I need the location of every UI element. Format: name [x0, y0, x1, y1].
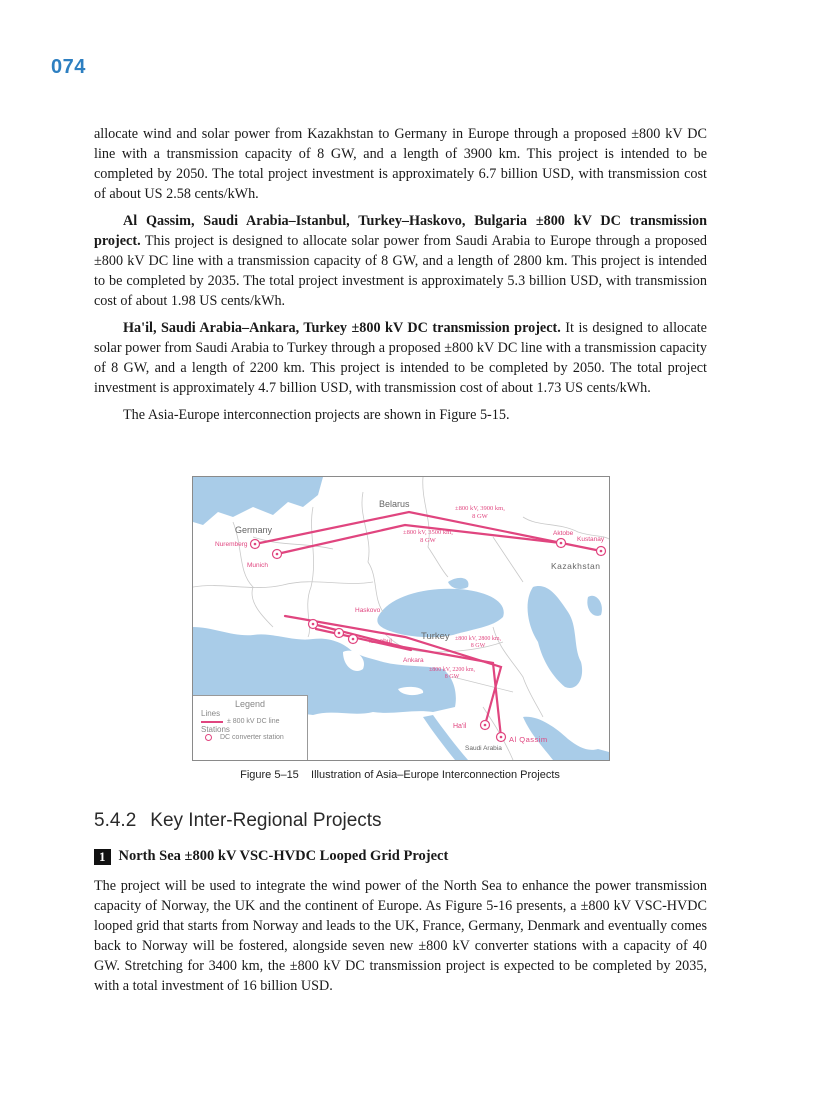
legend-line-item: [201, 718, 307, 725]
country-label-saudi-arabia: Saudi Arabia: [465, 745, 502, 752]
dc-line-icon: [201, 721, 223, 723]
legend-line-label: ± 800 kV DC line: [227, 718, 280, 725]
legend-lines-heading: Lines: [201, 709, 221, 718]
station-label-nuremberg: Nuremberg: [215, 541, 248, 548]
paragraph-al-qassim-project: [94, 211, 707, 311]
body-text-top: [94, 124, 707, 432]
station-label-aktobe: Aktobe: [553, 530, 574, 537]
project-description: This project is designed to allocate solar power from Saudi Arabia to Europe through a proposed ±800 kV DC line with a transmission capacity of 8 GW, and a length of 2800 km. This project is intended to be completed by 2035. The total project investment is approximately 5.3 billion USD, with transmission cost of about 1.98 US cents/kWh.: [94, 233, 707, 309]
station-label-ankara: Ankara: [403, 657, 424, 664]
converter-station-icon: [205, 734, 212, 741]
paragraph-hail-project: [94, 318, 707, 398]
legend-station-label: DC converter station: [220, 734, 284, 741]
line-label-kustanay-capacity: 8 GW: [472, 513, 488, 520]
section-number: 5.4.2: [94, 810, 137, 831]
project-title: Ha'il, Saudi Arabia–Ankara, Turkey ±800 kV DC transmission project.: [123, 320, 561, 336]
line-label-haskovo-spec: ±800 kV, 2800 km,: [455, 636, 502, 642]
line-label-kustanay-spec: ±800 kV, 3900 km,: [455, 505, 505, 512]
paragraph-figure-reference: The Asia-Europe interconnection projects are shown in Figure 5-15.: [123, 407, 510, 423]
country-label-belarus: Belarus: [379, 499, 410, 509]
subsection-title: North Sea ±800 kV VSC-HVDC Looped Grid Project: [118, 848, 449, 864]
legend-title: Legend: [234, 699, 266, 709]
country-label-kazakhstan: Kazakhstan: [551, 561, 601, 571]
project-title: Al Qassim, Saudi Arabia–Istanbul, Turkey–Haskovo, Bulgaria ±800 kV DC transmission project.: [94, 213, 707, 249]
country-label-turkey: Turkey: [421, 631, 450, 642]
station-label-al-qassim: Al Qassim: [509, 735, 548, 744]
legend-stations-heading: Stations: [201, 725, 230, 734]
section-title: Key Inter-Regional Projects: [150, 810, 382, 831]
line-label-ankara-capacity: 8 GW: [444, 674, 460, 680]
paragraph-kazakhstan-germany: allocate wind and solar power from Kazakhstan to Germany in Europe through a proposed ±800 kV DC line with a transmission capacity of 8 GW, and a length of 3900 km. This project is intended to be completed by 2050. The total project investment is approximately 6.7 billion USD, with transmission cost of about US 2.58 cents/kWh.: [94, 126, 707, 202]
map-legend: [193, 695, 308, 761]
line-label-aktobe-capacity: 8 GW: [420, 537, 436, 544]
line-label-aktobe-spec: ±800 kV, 3500 km,: [403, 529, 453, 536]
station-label-hail: Ha'il: [453, 723, 467, 730]
station-label-munich: Munich: [247, 562, 268, 569]
line-label-ankara-spec: ±800 kV, 2200 km,: [429, 667, 476, 673]
line-label-haskovo-capacity: 8 GW: [470, 643, 486, 649]
subsection-number-badge: 1: [94, 849, 111, 865]
station-label-istanbul: Istanbul: [369, 638, 392, 645]
figure-caption: Figure 5–15 Illustration of Asia–Europe Interconnection Projects: [240, 769, 560, 781]
subsection-heading: [94, 848, 448, 865]
paragraph-north-sea-project: The project will be used to integrate the wind power of the North Sea to enhance the power transmission capacity of Norway, the UK and the continent of Europe. As Figure 5-16 presents, a ±800 kV VSC-HVDC looped grid that starts from Norway and leads to the UK, France, Germany, Denmark and eventually comes back to Norway will be fostered, alongside seven new ±800 kV converter stations with a capacity of 40 GW. Stretching for 3400 km, the ±800 kV DC transmission project is expected to be completed by 2035, with a total investment of 16 billion USD.: [94, 878, 707, 994]
project-description: It is designed to allocate solar power from Saudi Arabia to Turkey through a proposed ±800 kV DC line with a transmission capacity of 8 GW, and a length of 2200 km. This project is intended to be completed by 2050. The total project investment is approximately 4.7 billion USD, with transmission cost of about 1.73 US cents/kWh.: [94, 320, 707, 396]
country-label-germany: Germany: [235, 525, 273, 535]
legend-station-item: [205, 734, 307, 741]
body-text-bottom: [94, 876, 707, 1003]
line-label-haskovo: [455, 636, 501, 650]
station-label-haskovo: Haskovo: [355, 607, 381, 614]
section-heading: [94, 810, 382, 832]
line-label-kustanay: [455, 505, 505, 521]
station-label-kustanay: Kustanay: [577, 536, 605, 543]
line-label-ankara: [429, 667, 475, 681]
page-number: 074: [51, 56, 86, 78]
asia-europe-interconnection-map: [192, 476, 610, 761]
line-label-aktobe: [403, 529, 453, 545]
